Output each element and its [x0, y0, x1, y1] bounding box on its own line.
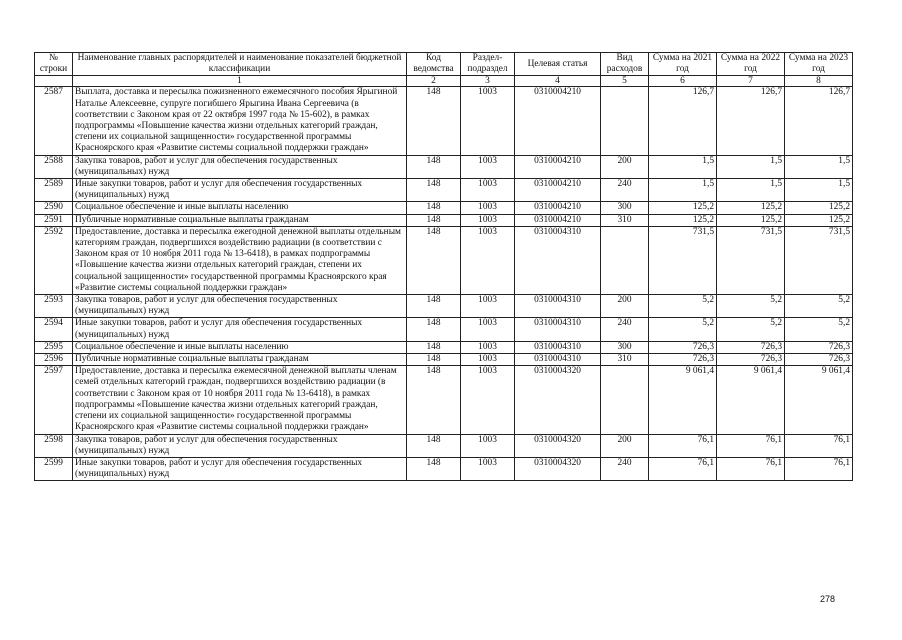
sum-2021: 125,2: [649, 202, 717, 214]
table-row: [35, 155, 853, 178]
section-code: 1003: [461, 295, 515, 318]
column-number: 1: [73, 76, 407, 87]
table-row: [35, 341, 853, 353]
target-article: 0310004310: [515, 226, 601, 294]
sum-2023: 9 061,4: [785, 366, 853, 434]
table-row: [35, 179, 853, 202]
table-row: [35, 295, 853, 318]
sum-2023: 726,3: [785, 341, 853, 353]
budget-table: [34, 52, 853, 481]
table-row: [35, 202, 853, 214]
section-code: 1003: [461, 434, 515, 457]
header-name: Наименование главных распорядителей и наименование показателей бюджетной классификации: [73, 53, 407, 76]
sum-2022: 726,3: [717, 354, 785, 366]
sum-2022: 5,2: [717, 318, 785, 341]
expense-type: 300: [601, 341, 649, 353]
row-number: 2593: [35, 295, 73, 318]
row-name: Закупка товаров, работ и услуг для обеспечения государственных (муниципальных) нужд: [73, 434, 407, 457]
section-code: 1003: [461, 202, 515, 214]
department-code: 148: [407, 354, 461, 366]
sum-2021: 125,2: [649, 214, 717, 226]
header-sum-2022: Сумма на 2022 год: [717, 53, 785, 76]
sum-2023: 731,5: [785, 226, 853, 294]
sum-2022: 76,1: [717, 457, 785, 480]
section-code: 1003: [461, 87, 515, 155]
section-code: 1003: [461, 179, 515, 202]
row-name: Предоставление, доставка и пересылка ежемесячной денежной выплаты членам семей отдельных категорий граждан, подвергшихся воздействию радиации (в соответствии с Законом края от 10 ноября 2011 года № 13-6418), в рамках подпрограммы «Повышение качества жизни отдельных категорий граждан, степени их социальной защищенности» государственной программы Красноярского края «Развитие системы социальной поддержки граждан»: [73, 366, 407, 434]
sum-2023: 5,2: [785, 295, 853, 318]
row-number: 2596: [35, 354, 73, 366]
expense-type: 300: [601, 202, 649, 214]
column-number: 7: [717, 76, 785, 87]
target-article: 0310004210: [515, 179, 601, 202]
sum-2021: 126,7: [649, 87, 717, 155]
section-code: 1003: [461, 354, 515, 366]
sum-2021: 5,2: [649, 295, 717, 318]
column-number: 2: [407, 76, 461, 87]
sum-2021: 731,5: [649, 226, 717, 294]
department-code: 148: [407, 179, 461, 202]
table-row: [35, 434, 853, 457]
sum-2022: 125,2: [717, 202, 785, 214]
column-number: 4: [515, 76, 601, 87]
target-article: 0310004320: [515, 434, 601, 457]
row-name: Социальное обеспечение и иные выплаты населению: [73, 202, 407, 214]
table-body: [35, 87, 853, 481]
row-name: Публичные нормативные социальные выплаты гражданам: [73, 214, 407, 226]
table-row: [35, 214, 853, 226]
sum-2022: 125,2: [717, 214, 785, 226]
row-name: Социальное обеспечение и иные выплаты населению: [73, 341, 407, 353]
table-row: [35, 87, 853, 155]
expense-type: 240: [601, 457, 649, 480]
column-number-row: [35, 76, 853, 87]
department-code: 148: [407, 366, 461, 434]
target-article: 0310004320: [515, 366, 601, 434]
table-row: [35, 457, 853, 480]
column-number: 5: [601, 76, 649, 87]
column-number: 3: [461, 76, 515, 87]
sum-2022: 126,7: [717, 87, 785, 155]
sum-2022: 5,2: [717, 295, 785, 318]
target-article: 0310004310: [515, 341, 601, 353]
column-number: 6: [649, 76, 717, 87]
row-number: 2590: [35, 202, 73, 214]
sum-2023: 125,2: [785, 202, 853, 214]
target-article: 0310004210: [515, 214, 601, 226]
sum-2022: 1,5: [717, 155, 785, 178]
section-code: 1003: [461, 318, 515, 341]
sum-2021: 9 061,4: [649, 366, 717, 434]
sum-2023: 726,3: [785, 354, 853, 366]
target-article: 0310004310: [515, 354, 601, 366]
section-code: 1003: [461, 214, 515, 226]
sum-2023: 125,2: [785, 214, 853, 226]
target-article: 0310004210: [515, 202, 601, 214]
column-number: 8: [785, 76, 853, 87]
row-number: 2597: [35, 366, 73, 434]
row-name: Выплата, доставка и пересылка пожизненного ежемесячного пособия Ярыгиной Наталье Алексеевне, супруге погибшего Ярыгина Ивана Сергеевича (в соответствии с Законом края от 22 октября 1997 года № 15-602), в рамках подпрограммы «Повышение качества жизни отдельных категорий граждан, степени их социальной защищенности» государственной программы Красноярского края «Развитие системы социальной поддержки граждан»: [73, 87, 407, 155]
row-name: Публичные нормативные социальные выплаты гражданам: [73, 354, 407, 366]
section-code: 1003: [461, 226, 515, 294]
row-name: Закупка товаров, работ и услуг для обеспечения государственных (муниципальных) нужд: [73, 155, 407, 178]
department-code: 148: [407, 155, 461, 178]
row-number: 2587: [35, 87, 73, 155]
target-article: 0310004310: [515, 295, 601, 318]
sum-2021: 1,5: [649, 179, 717, 202]
section-code: 1003: [461, 457, 515, 480]
header-expense-type: Вид расходов: [601, 53, 649, 76]
row-name: Иные закупки товаров, работ и услуг для обеспечения государственных (муниципальных) нужд: [73, 318, 407, 341]
header-row-number: № строки: [35, 53, 73, 76]
sum-2023: 126,7: [785, 87, 853, 155]
expense-type: 200: [601, 434, 649, 457]
header-row: [35, 53, 853, 76]
table-row: [35, 366, 853, 434]
expense-type: 240: [601, 318, 649, 341]
row-number: 2599: [35, 457, 73, 480]
sum-2023: 76,1: [785, 434, 853, 457]
sum-2021: 76,1: [649, 457, 717, 480]
expense-type: [601, 366, 649, 434]
expense-type: 310: [601, 354, 649, 366]
row-number: 2595: [35, 341, 73, 353]
sum-2023: 5,2: [785, 318, 853, 341]
sum-2021: 5,2: [649, 318, 717, 341]
department-code: 148: [407, 226, 461, 294]
target-article: 0310004210: [515, 155, 601, 178]
expense-type: 200: [601, 295, 649, 318]
row-number: 2594: [35, 318, 73, 341]
expense-type: [601, 226, 649, 294]
expense-type: 310: [601, 214, 649, 226]
sum-2021: 726,3: [649, 341, 717, 353]
table-row: [35, 318, 853, 341]
target-article: 0310004210: [515, 87, 601, 155]
header-sum-2023: Сумма на 2023 год: [785, 53, 853, 76]
department-code: 148: [407, 318, 461, 341]
row-number: 2591: [35, 214, 73, 226]
department-code: 148: [407, 202, 461, 214]
row-name: Предоставление, доставка и пересылка ежегодной денежной выплаты отдельным категориям граждан, подвергшихся воздействию радиации (в соответствии с Законом края от 10 ноября 2011 года № 13-6418), в рамках подпрограммы «Повышение качества жизни отдельных категорий граждан, степени их социальной защищенности» государственной программы Красноярского края «Развитие системы социальной поддержки граждан»: [73, 226, 407, 294]
department-code: 148: [407, 295, 461, 318]
header-section: Раздел-подраздел: [461, 53, 515, 76]
row-name: Иные закупки товаров, работ и услуг для обеспечения государственных (муниципальных) нужд: [73, 179, 407, 202]
section-code: 1003: [461, 155, 515, 178]
department-code: 148: [407, 87, 461, 155]
department-code: 148: [407, 341, 461, 353]
sum-2021: 1,5: [649, 155, 717, 178]
department-code: 148: [407, 457, 461, 480]
page-number: 278: [820, 594, 836, 604]
table-row: [35, 226, 853, 294]
department-code: 148: [407, 214, 461, 226]
sum-2021: 76,1: [649, 434, 717, 457]
header-target-article: Целевая статья: [515, 53, 601, 76]
row-number: 2592: [35, 226, 73, 294]
expense-type: 200: [601, 155, 649, 178]
target-article: 0310004310: [515, 318, 601, 341]
table-row: [35, 354, 853, 366]
header-sum-2021: Сумма на 2021 год: [649, 53, 717, 76]
row-number: 2598: [35, 434, 73, 457]
sum-2022: 731,5: [717, 226, 785, 294]
section-code: 1003: [461, 341, 515, 353]
header-department-code: Код ведомства: [407, 53, 461, 76]
sum-2023: 76,1: [785, 457, 853, 480]
expense-type: 240: [601, 179, 649, 202]
sum-2023: 1,5: [785, 179, 853, 202]
sum-2022: 1,5: [717, 179, 785, 202]
sum-2022: 9 061,4: [717, 366, 785, 434]
row-name: Закупка товаров, работ и услуг для обеспечения государственных (муниципальных) нужд: [73, 295, 407, 318]
target-article: 0310004320: [515, 457, 601, 480]
row-number: 2588: [35, 155, 73, 178]
sum-2023: 1,5: [785, 155, 853, 178]
row-name: Иные закупки товаров, работ и услуг для обеспечения государственных (муниципальных) нужд: [73, 457, 407, 480]
department-code: 148: [407, 434, 461, 457]
sum-2021: 726,3: [649, 354, 717, 366]
expense-type: [601, 87, 649, 155]
section-code: 1003: [461, 366, 515, 434]
sum-2022: 726,3: [717, 341, 785, 353]
row-number: 2589: [35, 179, 73, 202]
sum-2022: 76,1: [717, 434, 785, 457]
